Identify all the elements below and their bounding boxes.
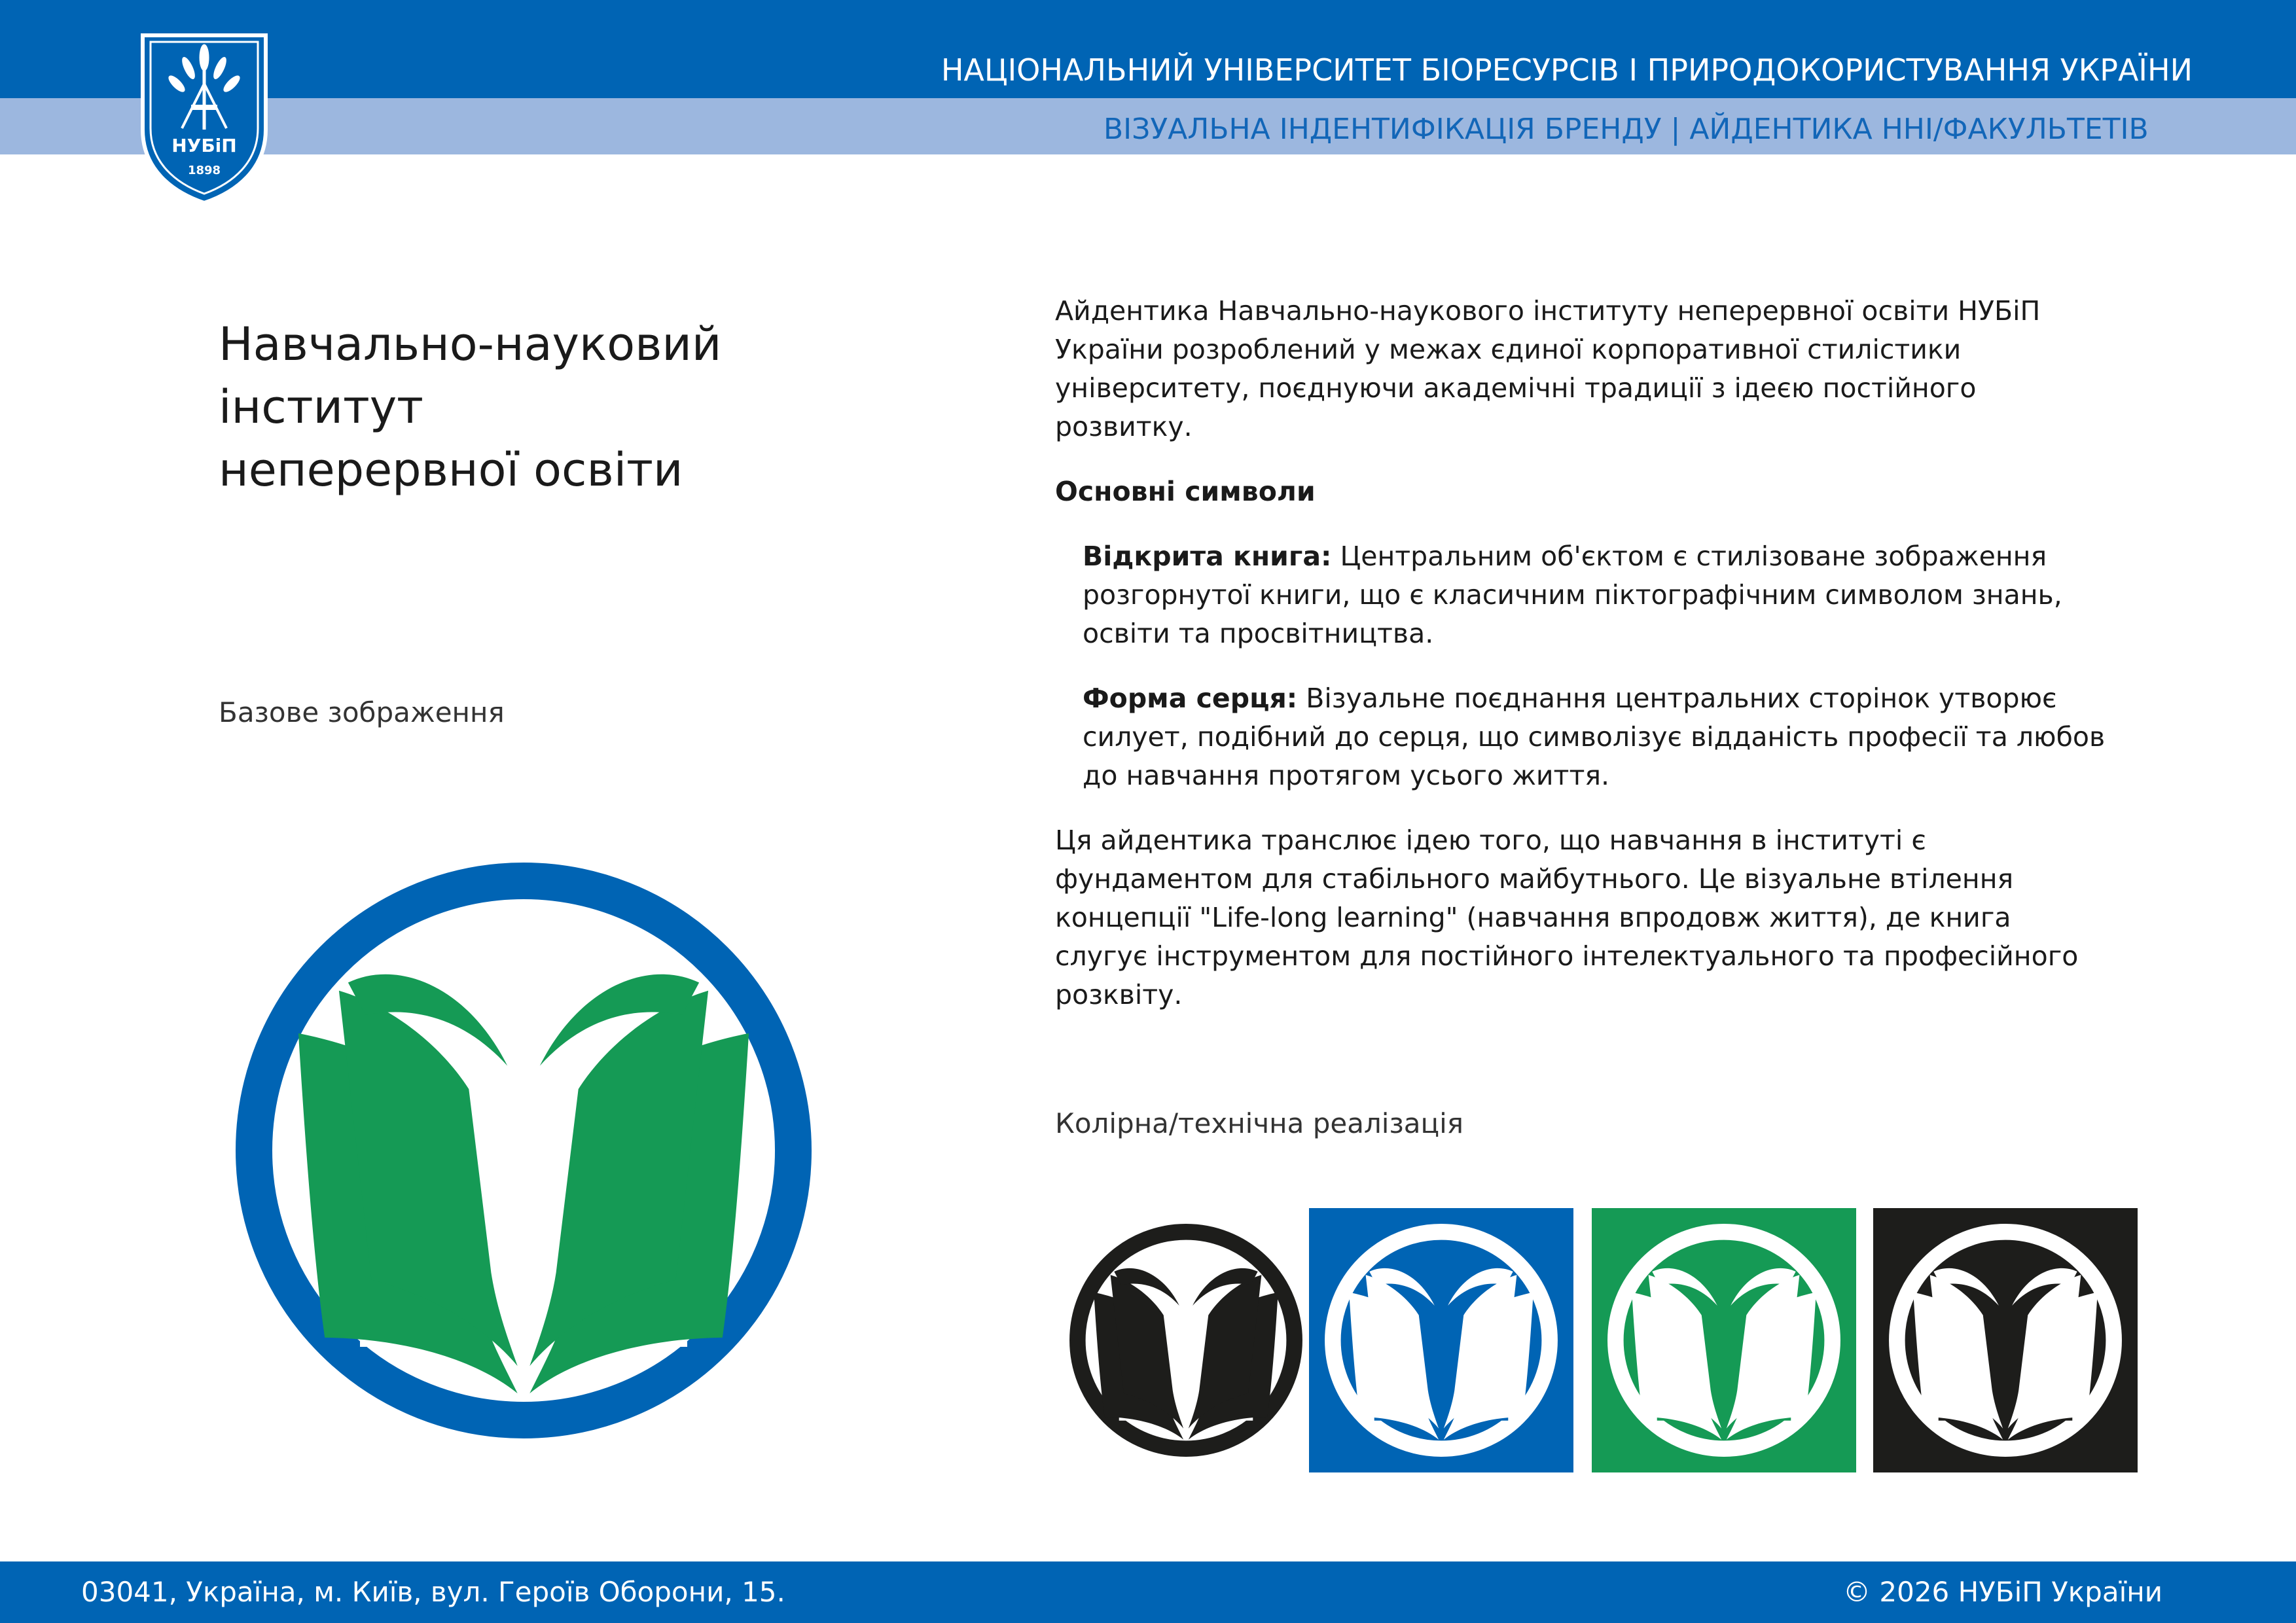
outro-paragraph: Ця айдентика транслює ідею того, що навчання в інституті є фундаментом для стабільного майбутнього. Це візуальне втілення концепції "Life-long learning" (навчання впродовж життя), де книга слугує інструментом для постійного інтелектуального та професійного розквіту. bbox=[1055, 825, 2079, 1010]
logo-variant-black bbox=[1054, 1208, 1318, 1472]
university-crest-icon bbox=[139, 31, 270, 205]
description bbox=[1055, 292, 2109, 1014]
title-line: Навчально-науковий bbox=[219, 317, 722, 371]
page-subtitle: ВІЗУАЛЬНА ІНДЕНТИФІКАЦІЯ БРЕНДУ | АЙДЕНТИКА ННІ/ФАКУЛЬТЕТІВ bbox=[1103, 113, 2149, 146]
footer-copyright: © 2026 НУБіП України bbox=[1843, 1576, 2162, 1608]
basic-image-caption: Базове зображення bbox=[219, 696, 505, 728]
symbol-term: Відкрита книга: bbox=[1083, 541, 1332, 572]
book-logo-icon bbox=[1068, 1222, 1304, 1458]
crest-year: 1898 bbox=[187, 164, 221, 177]
symbol-text: Візуальне поєднання центральних сторінок утворює силует, подібний до серця, що символізує відданість професії та любов до навчання протягом усього життя. bbox=[1083, 683, 2106, 791]
book-logo-icon bbox=[1888, 1222, 2123, 1458]
symbol-item bbox=[1083, 679, 2109, 795]
symbol-text: Центральним об'єктом є стилізоване зображення розгорнутої книги, що є класичним піктографічним символом знань, освіти та просвітництва. bbox=[1083, 541, 2062, 649]
page-title bbox=[219, 313, 721, 501]
title-line: неперервної освіти bbox=[219, 443, 683, 497]
symbol-term: Форма серця: bbox=[1083, 683, 1298, 714]
book-logo-icon bbox=[1606, 1222, 1842, 1458]
intro-paragraph: Айдентика Навчально-наукового інституту неперервної освіти НУБіП України розроблений у межах єдиної корпоративної стилістики університету, поєднуючи академічні традиції з ідеєю постійного розвитку. bbox=[1055, 295, 2041, 442]
logo-variant-green bbox=[1592, 1208, 1856, 1472]
color-variants-caption: Колірна/технічна реалізація bbox=[1055, 1107, 1464, 1139]
footer-address: 03041, Україна, м. Київ, вул. Героїв Оборони, 15. bbox=[81, 1576, 785, 1608]
logo-variant-dark bbox=[1873, 1208, 2138, 1472]
symbols-heading: Основні символи bbox=[1055, 476, 1316, 507]
book-logo-icon bbox=[1323, 1222, 1559, 1458]
logo-variant-blue bbox=[1309, 1208, 1573, 1472]
crest-label: НУБіП bbox=[171, 135, 237, 156]
university-name: НАЦІОНАЛЬНИЙ УНІВЕРСИТЕТ БІОРЕСУРСІВ І ПРИРОДОКОРИСТУВАННЯ УКРАЇНИ bbox=[941, 52, 2193, 88]
institute-logo-icon bbox=[236, 863, 812, 1438]
symbol-item bbox=[1083, 537, 2109, 653]
title-line: інститут bbox=[219, 380, 423, 434]
